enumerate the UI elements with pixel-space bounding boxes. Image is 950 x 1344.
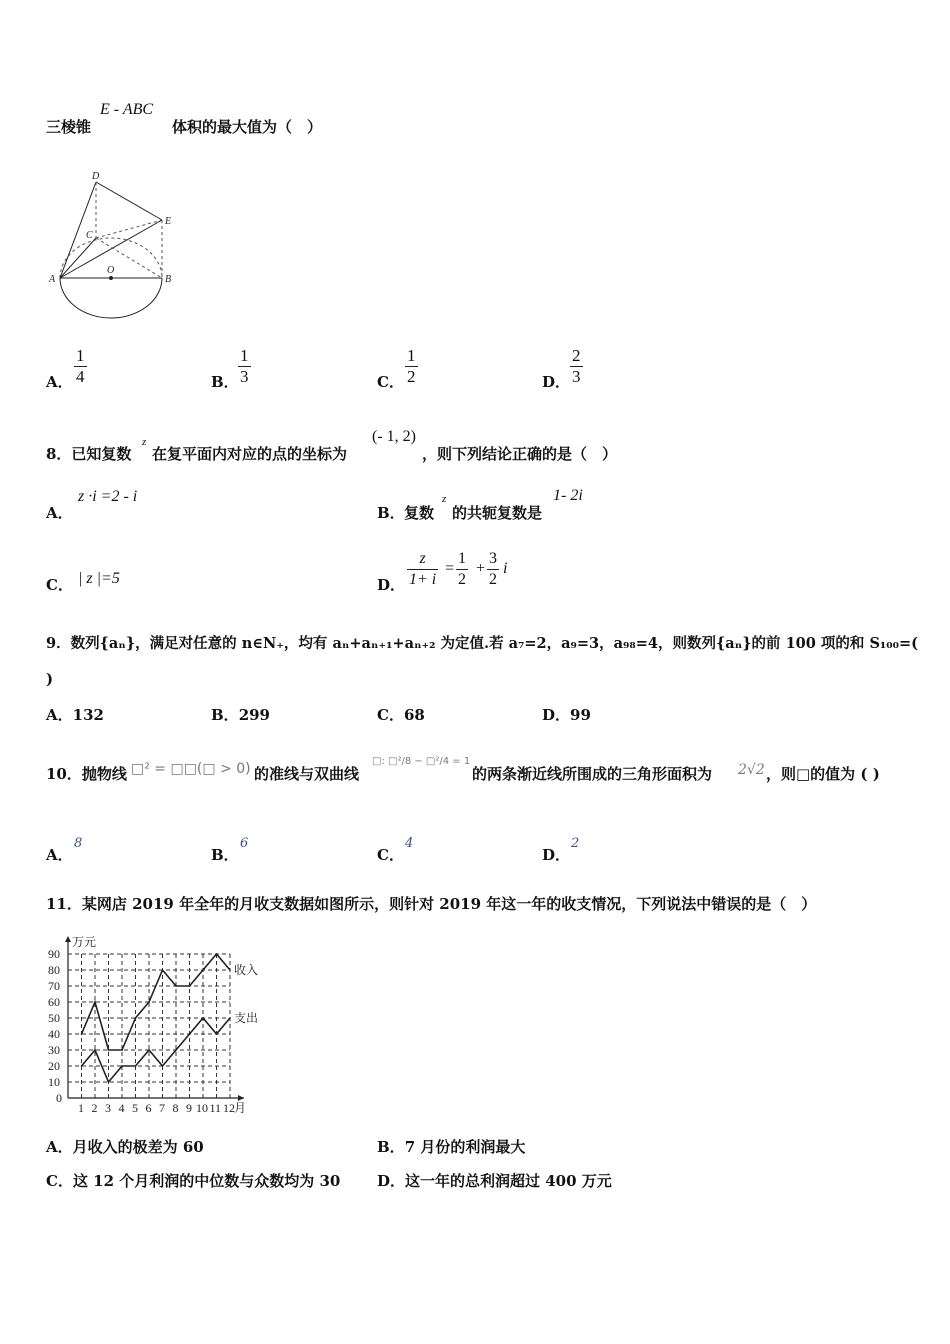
q7-option-a-letter: A．: [46, 373, 73, 391]
q10-stem-hyperbola: □: □²/8 − □²/4 = 1: [372, 756, 471, 767]
chart-ytick-label: 90: [48, 947, 60, 961]
q11-stem: 11．某网店 2019 年全年的月收支数据如图所示，则针对 2019 年这一年的收支情况，下列说法中错误的是（ ）: [46, 895, 817, 913]
chart-xtick-label: 1: [78, 1101, 84, 1114]
chart-xtick-label: 2: [91, 1101, 98, 1114]
chart-ticks: [48, 947, 235, 1114]
chart-point: [229, 969, 231, 971]
q9-stem-line1: 9．数列{aₙ}，满足对任意的 n∈N₊，均有 aₙ+aₙ₊₁+aₙ₊₂ 为定值.若 a₇=2，a₉=3，a₉₈=4，则数列{aₙ}的前 100 项的和 S₁₀₀=(: [46, 635, 918, 652]
q8-option-d-i: i: [503, 560, 508, 577]
income-expense-chart: [40, 932, 290, 1114]
chart-point: [81, 1065, 83, 1067]
q8-stem-coord: (- 1, 2): [372, 428, 416, 445]
q9-option-a: A．132: [46, 706, 104, 724]
chart-xtick-label: 12: [223, 1101, 235, 1114]
q9-stem-line2: ): [46, 670, 54, 688]
chart-legend-income: 收入: [234, 963, 259, 977]
q10-stem-mid2: 的两条渐近线所围成的三角形面积为: [472, 765, 713, 783]
fig-label-b: B: [165, 274, 172, 285]
q9-option-d: D．99: [542, 706, 591, 724]
fig-label-o: O: [107, 265, 115, 276]
q7-stem-pre: 三棱锥: [46, 118, 92, 136]
q10-option-a-value: 8: [74, 836, 83, 851]
q7-stem-post: 体积的最大值为（ ）: [172, 118, 323, 136]
q10-stem-mid: 的准线与双曲线: [254, 765, 360, 783]
q8-option-d-eq: =: [444, 560, 455, 577]
chart-ytick-label: 80: [48, 963, 60, 977]
q8-option-a-math: z ·i =2 - i: [78, 488, 138, 505]
chart-point: [121, 1049, 123, 1051]
fig-label-e: E: [165, 216, 172, 227]
q7-stem-math: E - ABC: [100, 101, 154, 118]
chart-point: [189, 985, 191, 987]
chart-point: [148, 1049, 150, 1051]
q8-option-d-lhs: $\frac{z}{1+ i}$: [409, 550, 437, 588]
chart-point: [175, 985, 177, 987]
fig-label-c: C: [86, 230, 93, 241]
chart-xtick-label: 11: [209, 1101, 222, 1114]
chart-point: [108, 1081, 110, 1083]
chart-point: [81, 1033, 83, 1035]
q7-option-d-fraction: $\frac{2}{3}$: [572, 346, 581, 386]
chart-point: [216, 953, 218, 955]
q10-option-b-value: 6: [240, 836, 249, 851]
chart-y-arrow: [65, 936, 71, 942]
chart-ytick-label: 50: [48, 1011, 60, 1025]
q8-option-c-letter: C．: [46, 576, 73, 594]
q9-option-c: C．68: [377, 706, 425, 724]
q11-option-d: D．这一年的总利润超过 400 万元: [377, 1172, 612, 1190]
q9-option-b: B．299: [211, 706, 270, 724]
chart-point: [175, 1049, 177, 1051]
chart-point: [216, 1033, 218, 1035]
q8-option-b-text-pre: 复数: [404, 504, 435, 522]
chart-ytick-label: 20: [48, 1059, 60, 1073]
chart-legend-expense: 支出: [234, 1011, 259, 1025]
q10-option-d-value: 2: [571, 836, 580, 851]
chart-xtick-label: 6: [145, 1101, 152, 1114]
chart-xtick-label: 4: [118, 1101, 125, 1114]
chart-point: [202, 969, 204, 971]
chart-grid: [68, 954, 230, 1098]
q8-stem-post: ，则下列结论正确的是（ ）: [422, 445, 618, 463]
q8-option-d-frac2: $\frac{3}{2}$: [489, 550, 497, 588]
q10-option-c-value: 4: [405, 836, 414, 851]
chart-ytick-label: 30: [48, 1043, 60, 1057]
chart-point: [94, 1001, 96, 1003]
fig-label-d: D: [92, 171, 100, 182]
q8-stem-z: z: [142, 436, 147, 448]
chart-xtick-label: 8: [172, 1101, 179, 1114]
q8-option-d-plus: +: [476, 560, 486, 577]
q8-option-b-letter: B．: [377, 504, 405, 522]
chart-xtick-label: 10: [196, 1101, 208, 1114]
q8-option-d-letter: D．: [377, 576, 406, 594]
chart-ytick-label: 40: [48, 1027, 60, 1041]
q7-option-c-letter: C．: [377, 373, 404, 391]
chart-ytick-label: 10: [48, 1075, 60, 1089]
chart-xlabel: 月: [234, 1101, 247, 1114]
chart-point: [202, 1017, 204, 1019]
q7-option-d-letter: D．: [542, 373, 571, 391]
q8-option-b-text-post: 的共轭复数是: [452, 504, 543, 522]
q7-option-b-fraction: $\frac{1}{3}$: [240, 346, 249, 386]
q7-option-c-fraction: $\frac{1}{2}$: [407, 346, 416, 386]
chart-ytick-label: 0: [56, 1091, 62, 1105]
q10-option-c-letter: C．: [377, 846, 404, 864]
chart-xtick-label: 9: [186, 1101, 192, 1114]
q10-option-d-letter: D．: [542, 846, 571, 864]
chart-xtick-label: 3: [105, 1101, 111, 1114]
chart-point: [148, 1001, 150, 1003]
q10-stem-post: ，则□的值为 ( ): [766, 765, 880, 783]
q10-stem-pre: 10．抛物线: [46, 765, 127, 783]
q8-option-b-math: 1- 2i: [553, 487, 583, 504]
chart-point: [108, 1049, 110, 1051]
chart-point: [229, 1017, 231, 1019]
q10-option-b-letter: B．: [211, 846, 239, 864]
q7-option-b-letter: B．: [211, 373, 239, 391]
q10-stem-area: 2√2: [738, 762, 765, 778]
q11-option-b: B．7 月份的利润最大: [377, 1138, 526, 1156]
q8-stem-mid: 在复平面内对应的点的坐标为: [152, 445, 348, 463]
chart-point: [135, 1065, 137, 1067]
q11-option-a: A．月收入的极差为 60: [46, 1138, 204, 1156]
q8-option-d-frac1: $\frac{1}{2}$: [458, 550, 466, 588]
q8-stem-pre: 8．已知复数: [46, 445, 132, 463]
q8-option-b-z: z: [442, 493, 447, 505]
chart-xtick-label: 7: [159, 1101, 165, 1114]
chart-point: [162, 969, 164, 971]
chart-ytick-label: 70: [48, 979, 60, 993]
chart-xtick-label: 5: [132, 1101, 138, 1114]
q7-option-a-fraction: $\frac{1}{4}$: [76, 346, 85, 386]
chart-ytick-label: 60: [48, 995, 60, 1009]
chart-point: [189, 1033, 191, 1035]
chart-point: [121, 1065, 123, 1067]
q11-option-c: C．这 12 个月利润的中位数与众数均为 30: [46, 1172, 341, 1190]
chart-point: [162, 1065, 164, 1067]
chart-point: [135, 1017, 137, 1019]
q10-option-a-letter: A．: [46, 846, 73, 864]
tetrahedron-figure: [44, 168, 184, 323]
chart-point: [94, 1049, 96, 1051]
q8-option-c-math: | z |=5: [78, 570, 120, 587]
q8-option-a-letter: A．: [46, 504, 73, 522]
q10-stem-parabola: □² = □□(□ > 0): [131, 761, 251, 777]
chart-ylabel: 万元: [72, 935, 97, 949]
fig-label-a: A: [49, 274, 56, 285]
